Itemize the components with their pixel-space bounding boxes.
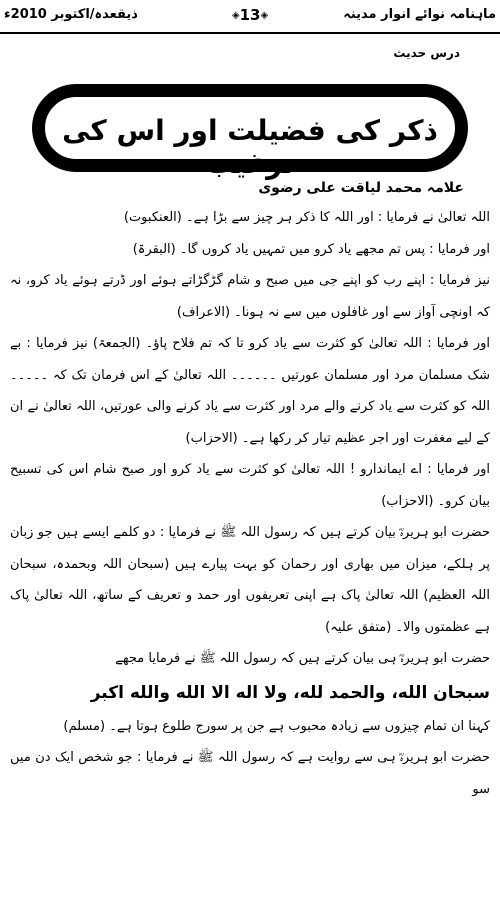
article-title: ذکر کی فضیلت اور اس کی ترغیب <box>62 114 438 180</box>
title-banner <box>32 84 468 180</box>
paragraph: اور فرمایا : اللہ تعالیٰ کو کثرت سے یاد کرو تا کہ تم فلاح پاؤ۔ (الجمعۃ) نیز فرمایا : بے شک مسلمان مرد اور مسلمان عورتیں ۔۔۔۔۔۔ اللہ تعالیٰ کے اس فرمان تک کہ ۔۔۔۔۔ اللہ کو کثرت سے یاد کرنے والے مرد اور کثرت سے یاد کرنے والی عورتیں، اللہ تعالیٰ نے ان کے لیے مغفرت اور اجر عظیم تیار کر رکھا ہے۔ (الاحزاب) <box>10 336 490 446</box>
paragraph: کہنا ان تمام چیزوں سے زیادہ محبوب ہے جن پر سورج طلوع ہوتا ہے۔ (مسلم) <box>63 718 490 734</box>
paragraph: اور فرمایا : اے ایماندارو ! اللہ تعالیٰ کو کثرت سے یاد کرو اور صبح شام اس کی تسبیح بیان کرو۔ (الاحزاب) <box>10 462 490 509</box>
paragraph: حضرت ابو ہریرہؓ ہی بیان کرتے ہیں کہ رسول اللہ ﷺ نے فرمایا مجھے <box>115 651 490 666</box>
issue-date: ذیقعدہ/اکتوبر 2010ء <box>4 7 138 22</box>
page-header <box>0 0 500 30</box>
section-label: درس حدیث <box>393 46 460 60</box>
article-body <box>10 202 490 805</box>
paragraph: نیز فرمایا : اپنے رب کو اپنے جی میں صبح و شام گڑگڑاتے ہوئے اور ڈرتے ہوئے یاد کرو، نہ کہ اونچی آواز سے اور غافلوں میں سے نہ ہونا۔ (الاعراف) <box>10 273 490 320</box>
author-name: علامہ محمد لیاقت علی رضوی <box>258 180 464 196</box>
magazine-name: ماہنامہ نوائے انوار مدینہ <box>343 7 496 22</box>
header-rule <box>0 32 500 34</box>
paragraph: حضرت ابو ہریرہؓ ہی سے روایت ہے کہ رسول اللہ ﷺ نے فرمایا : جو شخص ایک دن میں سو <box>10 750 490 797</box>
paragraph: حضرت ابو ہریرہؓ بیان کرتے ہیں کہ رسول اللہ ﷺ نے فرمایا : دو کلمے ایسے ہیں جو زبان پر ہلکے، میزان میں بھاری اور رحمان کو بہت پیارے ہیں (سبحان اللہ وبحمدہ، سبحان اللہ العظیم) اللہ تعالیٰ پاک ہے اپنی تعریفوں اور حمد و تعریف کے ساتھ، اللہ تعالیٰ پاک ہے عظمتوں والا۔ (متفق علیہ) <box>10 525 490 635</box>
page-number: ◈ 13 ◈ <box>226 4 274 26</box>
paragraph: اللہ تعالیٰ نے فرمایا : اور اللہ کا ذکر ہر چیز سے بڑا ہے۔ (العنکبوت) <box>123 210 490 225</box>
paragraph: اور فرمایا : پس تم مجھے یاد کرو میں تمہیں یاد کروں گا۔ (البقرۃ) <box>132 241 490 257</box>
arabic-tasbeeh: سبحان الله، والحمد لله، ولا اله الا الله والله اکبر <box>90 682 490 703</box>
